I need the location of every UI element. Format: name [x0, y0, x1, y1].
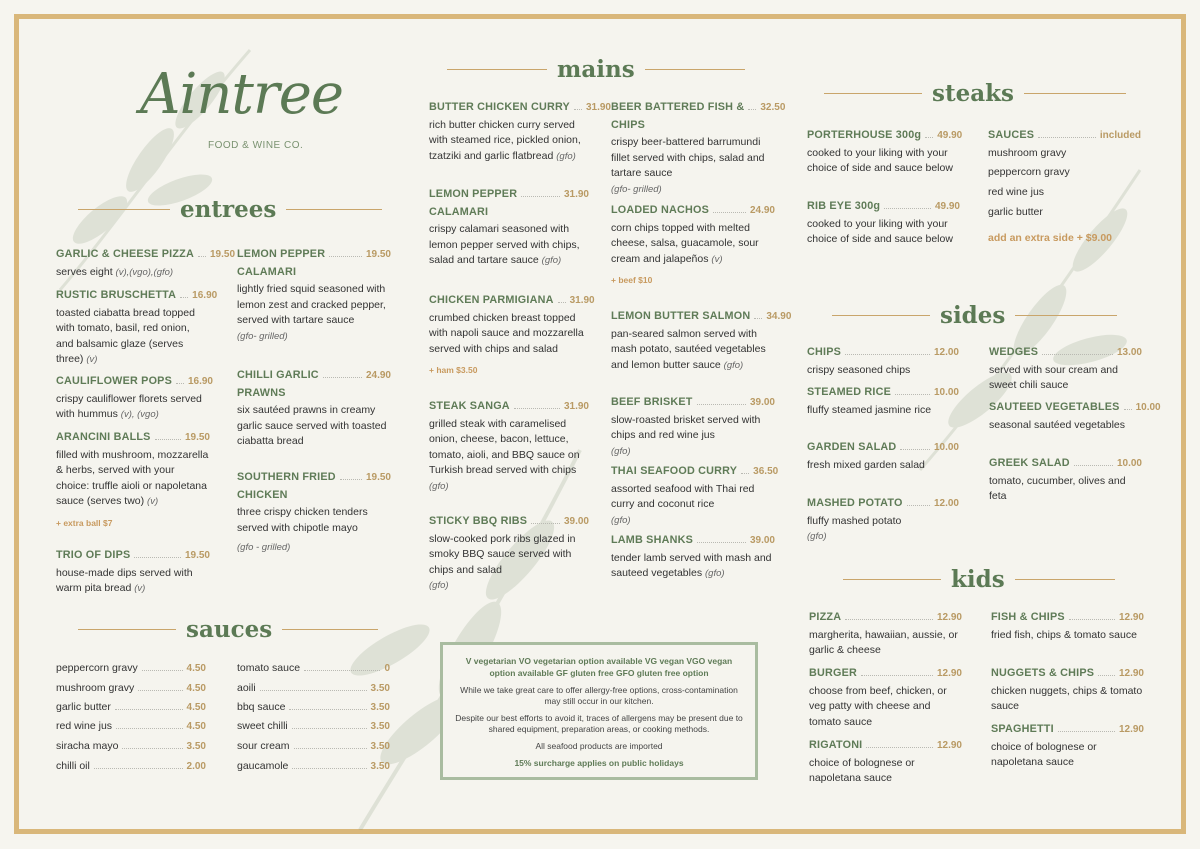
menu-item: LEMON PEPPER 31.90 CALAMARI crispy calamari seasoned with lemon pepper served with chips, salad and tartare sauce (gfo)	[429, 188, 589, 266]
menu-item: GARLIC & CHEESE PIZZA 19.50 serves eight (v),(vgo),(gfo)	[56, 248, 236, 278]
menu-item: PORTERHOUSE 300g 49.90 cooked to your liking with your choice of side and sauce below	[807, 129, 963, 174]
menu-item: GREEK SALAD 10.00 tomato, cucumber, olives and feta	[989, 457, 1142, 502]
sauce-item: bbq sauce 3.50	[237, 701, 390, 713]
menu-item: BUTTER CHICKEN CURRY 31.90 rich butter chicken curry served with steamed rice, pickled onion, tzatziki and garlic flatbread (gfo)	[429, 101, 611, 162]
menu-item: GARDEN SALAD 10.00 fresh mixed garden salad	[807, 441, 959, 471]
menu-item: RIB EYE 300g 49.90 cooked to your liking with your choice of side and sauce below	[807, 200, 960, 245]
sauce-item: aoili 3.50	[237, 682, 390, 694]
menu-item: SAUTEED VEGETABLES 10.00 seasonal sautéed vegetables	[989, 401, 1161, 431]
extra-option: + beef $10	[611, 275, 653, 285]
menu-item: CHICKEN PARMIGIANA 31.90 crumbed chicken breast topped with napoli sauce and mozzarella served with chips and salad + ham $3.50	[429, 293, 589, 379]
sauce-item: mushroom gravy 4.50	[56, 682, 206, 694]
menu-item: STICKY BBQ RIBS 39.00 slow-cooked pork ribs glazed in smoky BBQ sauce served with chips and salad (gfo)	[429, 515, 589, 591]
menu-item: SOUTHERN FRIED 19.50 CHICKEN three crispy chicken tenders served with chipotle mayo (gfo - grilled)	[237, 471, 391, 553]
steak-sauce-item: mushroom gravy	[988, 147, 1067, 159]
add-side-note: add an extra side + $9.00	[988, 232, 1113, 244]
menu-item: LEMON PEPPER 19.50 CALAMARI lightly fried squid seasoned with lemon zest and cracked pepper, served with tartare sauce (gfo- grilled)	[237, 248, 391, 342]
section-heading-kids: kids	[843, 566, 1115, 593]
steak-sauce-item: red wine jus	[988, 186, 1045, 198]
menu-item: RIGATONI 12.90 choice of bolognese or napoletana sauce	[809, 739, 962, 784]
steak-sauce-item: peppercorn gravy	[988, 166, 1070, 178]
sauce-item: siracha mayo 3.50	[56, 740, 206, 752]
brand-subtitle: FOOD & WINE CO.	[208, 140, 304, 151]
menu-item: BEEF BRISKET 39.00 slow-roasted brisket served with chips and red wine jus (gfo)	[611, 396, 775, 457]
menu-item: STEAMED RICE 10.00 fluffy steamed jasmine rice	[807, 386, 959, 416]
sauce-item: sweet chilli 3.50	[237, 720, 390, 732]
steak-sauce-item: garlic butter	[988, 206, 1043, 218]
menu-item: FISH & CHIPS 12.90 fried fish, chips & tomato sauce	[991, 611, 1144, 641]
seafood-note: All seafood products are imported	[535, 741, 663, 751]
steak-sauces: SAUCES included	[988, 129, 1141, 141]
menu-item: NUGGETS & CHIPS 12.90 chicken nuggets, chips & tomato sauce	[991, 667, 1144, 712]
sauce-item: chilli oil 2.00	[56, 760, 206, 772]
menu-item: ARANCINI BALLS 19.50 filled with mushroom, mozzarella & herbs, served with your choice: truffle aioli or napoletana sauce (serves two) (v) + extra ball $7	[56, 430, 210, 531]
menu-item: STEAK SANGA 31.90 grilled steak with caramelised onion, cheese, bacon, lettuce, tomato, aioli, and BBQ sauce on Turkish bread served with chips (gfo)	[429, 400, 589, 492]
surcharge-note: 15% surcharge applies on public holidays	[514, 758, 684, 768]
sauce-item: peppercorn gravy 4.50	[56, 662, 206, 674]
allergy-note: While we take great care to offer allergy-free options, cross-contamination may still occur in our kitchen.	[460, 685, 738, 706]
dietary-notes-box	[440, 642, 758, 780]
brand-name: Aintree	[140, 62, 343, 127]
section-heading-mains: mains	[447, 56, 745, 83]
menu-item: BURGER 12.90 choose from beef, chicken, or veg patty with cheese and tomato sauce	[809, 667, 962, 728]
menu-item: CAULIFLOWER POPS 16.90 crispy cauliflower florets served with hummus (v), (vgo)	[56, 375, 213, 420]
menu-item: BEER BATTERED FISH & 32.50 CHIPS crispy beer-battered barrumundi fillet served with chips, salad and tartare sauce (gfo- grilled)	[611, 101, 786, 195]
menu-item: CHILLI GARLIC 24.90 PRAWNS six sautéed prawns in creamy garlic sauce served with toasted ciabatta bread	[237, 369, 391, 447]
section-heading-entrees: entrees	[78, 196, 382, 223]
menu-item: THAI SEAFOOD CURRY 36.50 assorted seafood with Thai red curry and coconut rice (gfo)	[611, 465, 779, 526]
menu-item: CHIPS 12.00 crispy seasoned chips	[807, 346, 959, 376]
section-heading-sauces: sauces	[78, 616, 378, 643]
menu-item: PIZZA 12.90 margherita, hawaiian, aussie, or garlic & cheese	[809, 611, 962, 656]
extra-option: + ham $3.50	[429, 365, 478, 375]
menu-item: LOADED NACHOS 24.90 corn chips topped with melted cheese, salsa, guacamole, sour cream and jalapeños (v) + beef $10	[611, 203, 775, 289]
allergen-note: Despite our best efforts to avoid it, traces of allergens may be present due to shared equipment, preparation areas, or cooking methods.	[455, 713, 743, 734]
sauce-item: red wine jus 4.50	[56, 720, 206, 732]
sauce-item: garlic butter 4.50	[56, 701, 206, 713]
brand-logo	[136, 62, 343, 162]
menu-item: RUSTIC BRUSCHETTA 16.90 toasted ciabatta bread topped with tomato, basil, red onion, and balsamic glaze (serves three) (v)	[56, 289, 218, 365]
sauce-item: tomato sauce 0	[237, 662, 390, 674]
menu-item: LEMON BUTTER SALMON 34.90 pan-seared salmon served with mash potato, sautéed vegetables and lemon butter sauce (gfo)	[611, 310, 792, 371]
section-heading-steaks: steaks	[824, 80, 1126, 107]
section-heading-sides: sides	[832, 302, 1117, 329]
dietary-legend: V vegetarian VO vegetarian option available VG vegan VGO vegan option available GF gluten free GFO gluten free option	[465, 656, 733, 678]
menu-item: LAMB SHANKS 39.00 tender lamb served with mash and sauteed vegetables (gfo)	[611, 534, 775, 579]
sauce-item: sour cream 3.50	[237, 740, 390, 752]
sauce-item: gaucamole 3.50	[237, 760, 390, 772]
menu-item: WEDGES 13.00 served with sour cream and sweet chili sauce	[989, 346, 1142, 391]
extra-option: + extra ball $7	[56, 517, 113, 528]
menu-item: SPAGHETTI 12.90 choice of bolognese or napoletana sauce	[991, 723, 1144, 768]
menu-item: MASHED POTATO 12.00 fluffy mashed potato (gfo)	[807, 497, 959, 542]
menu-item: TRIO OF DIPS 19.50 house-made dips served with warm pita bread (v)	[56, 549, 210, 594]
